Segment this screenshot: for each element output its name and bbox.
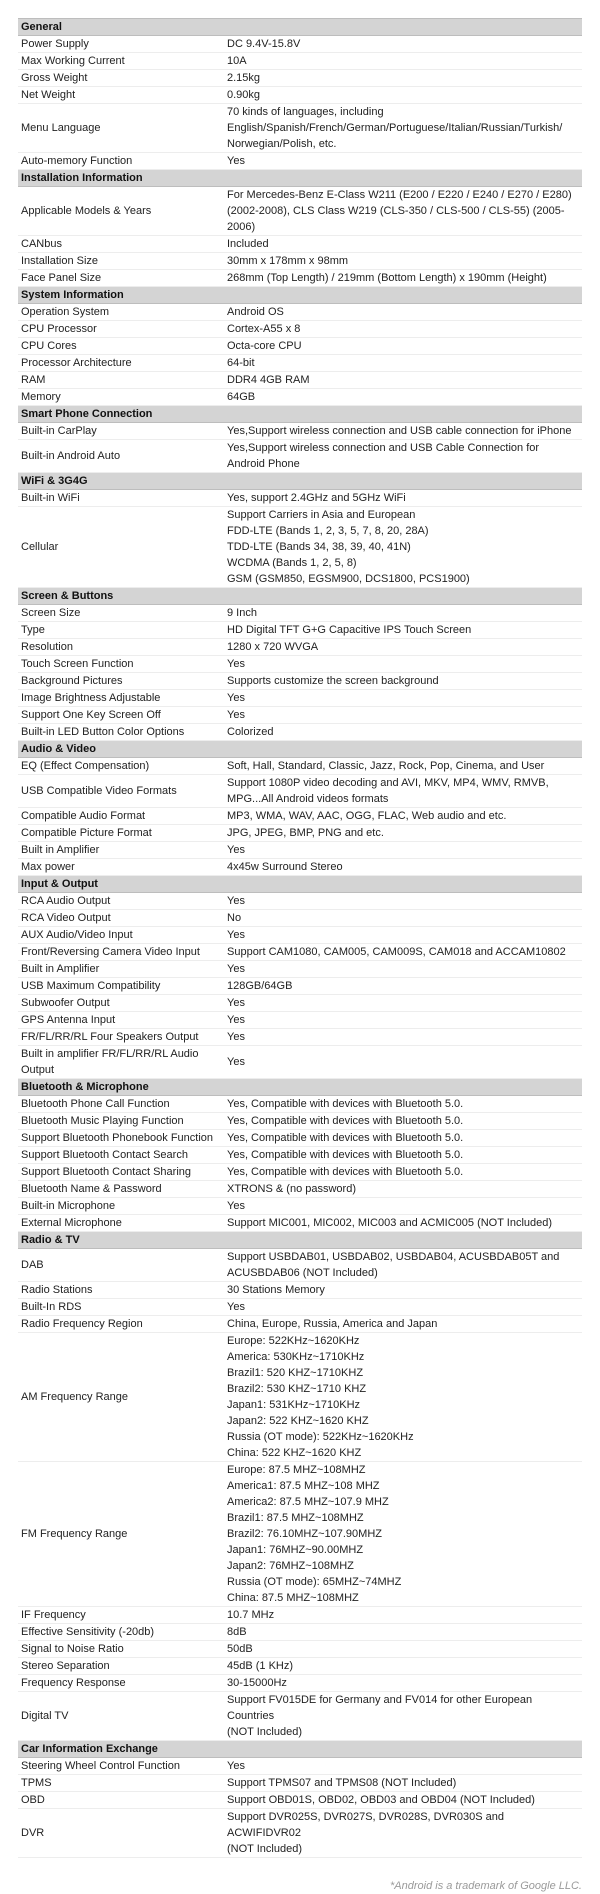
spec-label: Bluetooth Music Playing Function [18,1113,224,1130]
section-header-system-information [18,287,582,304]
spec-value: Soft, Hall, Standard, Classic, Jazz, Rock, Pop, Cinema, and User [224,758,582,775]
spec-value: Support MIC001, MIC002, MIC003 and ACMIC005 (NOT Included) [224,1215,582,1232]
spec-row [18,910,582,927]
spec-row [18,53,582,70]
spec-row [18,153,582,170]
spec-label: Front/Reversing Camera Video Input [18,944,224,961]
spec-label: Compatible Audio Format [18,808,224,825]
section-title: Audio & Video [18,741,582,758]
spec-value: No [224,910,582,927]
spec-label: OBD [18,1792,224,1809]
spec-row [18,656,582,673]
spec-label: RAM [18,372,224,389]
spec-value: 8dB [224,1624,582,1641]
spec-value: 30mm x 178mm x 98mm [224,253,582,270]
spec-value: 70 kinds of languages, including English/Spanish/French/German/Portuguese/Italian/Russian/Turkish/ Norwegian/Polish, etc. [224,104,582,153]
spec-value: 10A [224,53,582,70]
spec-label: Gross Weight [18,70,224,87]
spec-row [18,995,582,1012]
spec-value: Yes [224,1012,582,1029]
spec-row [18,1792,582,1809]
spec-value: Yes, Compatible with devices with Bluetooth 5.0. [224,1130,582,1147]
spec-label: AUX Audio/Video Input [18,927,224,944]
spec-row [18,808,582,825]
section-title: Screen & Buttons [18,588,582,605]
spec-row [18,270,582,287]
spec-value: 4x45w Surround Stereo [224,859,582,876]
spec-value: For Mercedes-Benz E-Class W211 (E200 / E220 / E240 / E270 / E280) (2002-2008), CLS Class W219 (CLS-350 / CLS-500 / CLS-55) (2005-2006) [224,187,582,236]
spec-row [18,389,582,406]
spec-row [18,1624,582,1641]
spec-value: Yes, Compatible with devices with Bluetooth 5.0. [224,1113,582,1130]
spec-row [18,961,582,978]
spec-label: Support Bluetooth Contact Sharing [18,1164,224,1181]
spec-label: External Microphone [18,1215,224,1232]
spec-row [18,1096,582,1113]
section-header-installation-information [18,170,582,187]
spec-row [18,1758,582,1775]
spec-row [18,338,582,355]
spec-label: Radio Frequency Region [18,1316,224,1333]
spec-row [18,1198,582,1215]
spec-row [18,187,582,236]
spec-label: Built in Amplifier [18,961,224,978]
spec-row [18,605,582,622]
spec-row [18,1215,582,1232]
section-title: Installation Information [18,170,582,187]
spec-label: Subwoofer Output [18,995,224,1012]
spec-row [18,507,582,588]
spec-row [18,1462,582,1607]
spec-label: Radio Stations [18,1282,224,1299]
spec-value: Colorized [224,724,582,741]
spec-label: USB Maximum Compatibility [18,978,224,995]
spec-value: Yes, Compatible with devices with Bluetooth 5.0. [224,1147,582,1164]
spec-row [18,304,582,321]
spec-value: Europe: 87.5 MHZ~108MHZ America1: 87.5 MHZ~108 MHZ America2: 87.5 MHZ~107.9 MHZ Brazil1: 87.5 MHZ~108MHZ Brazil2: 76.10MHZ~107.90MHZ Japan1: 76MHZ~90.00MHZ Japan2: 76MHZ~108MHZ Russia (OT mode): 65MHZ~74MHZ China: 87.5 MHZ~108MHZ [224,1462,582,1607]
spec-row [18,1046,582,1079]
spec-label: Memory [18,389,224,406]
spec-value: Support TPMS07 and TPMS08 (NOT Included) [224,1775,582,1792]
spec-value: 9 Inch [224,605,582,622]
spec-label: Touch Screen Function [18,656,224,673]
spec-row [18,36,582,53]
spec-value: Cortex-A55 x 8 [224,321,582,338]
section-header-audio-video [18,741,582,758]
section-title: System Information [18,287,582,304]
spec-label: Type [18,622,224,639]
spec-row [18,724,582,741]
spec-value: Yes [224,707,582,724]
spec-row [18,1029,582,1046]
spec-value: 30 Stations Memory [224,1282,582,1299]
spec-label: Built-in Android Auto [18,440,224,473]
spec-label: Signal to Noise Ratio [18,1641,224,1658]
spec-table [18,18,582,1858]
spec-label: FR/FL/RR/RL Four Speakers Output [18,1029,224,1046]
section-title: WiFi & 3G4G [18,473,582,490]
spec-label: Bluetooth Name & Password [18,1181,224,1198]
spec-table-body [18,19,582,1858]
spec-label: Image Brightness Adjustable [18,690,224,707]
spec-label: Auto-memory Function [18,153,224,170]
spec-row [18,440,582,473]
spec-value: Yes [224,927,582,944]
spec-label: Steering Wheel Control Function [18,1758,224,1775]
spec-row [18,893,582,910]
spec-row [18,1607,582,1624]
section-title: Input & Output [18,876,582,893]
spec-value: MP3, WMA, WAV, AAC, OGG, FLAC, Web audio and etc. [224,808,582,825]
section-header-input-output [18,876,582,893]
spec-label: Digital TV [18,1692,224,1741]
spec-label: Built-in LED Button Color Options [18,724,224,741]
spec-label: Frequency Response [18,1675,224,1692]
spec-row [18,1164,582,1181]
spec-row [18,758,582,775]
section-header-car-information-exchange [18,1741,582,1758]
spec-label: RCA Video Output [18,910,224,927]
spec-row [18,1282,582,1299]
spec-label: Operation System [18,304,224,321]
spec-row [18,355,582,372]
spec-row [18,372,582,389]
spec-value: Support Carriers in Asia and European FDD-LTE (Bands 1, 2, 3, 5, 7, 8, 20, 28A) TDD-LTE (Bands 34, 38, 39, 40, 41N) WCDMA (Bands 1, 2, 5, 8) GSM (GSM850, EGSM900, DCS1800, PCS1900) [224,507,582,588]
spec-label: Max Working Current [18,53,224,70]
spec-row [18,639,582,656]
spec-value: Yes, Compatible with devices with Bluetooth 5.0. [224,1096,582,1113]
spec-label: Effective Sensitivity (-20db) [18,1624,224,1641]
spec-row [18,1692,582,1741]
spec-label: Built-in CarPlay [18,423,224,440]
spec-value: 268mm (Top Length) / 219mm (Bottom Length) x 190mm (Height) [224,270,582,287]
section-header-general [18,19,582,36]
spec-label: EQ (Effect Compensation) [18,758,224,775]
spec-row [18,236,582,253]
spec-label: Applicable Models & Years [18,187,224,236]
spec-label: Max power [18,859,224,876]
section-header-radio-tv [18,1232,582,1249]
spec-label: Screen Size [18,605,224,622]
spec-label: CPU Cores [18,338,224,355]
spec-row [18,1333,582,1462]
spec-row [18,1775,582,1792]
spec-row [18,253,582,270]
section-header-wifi-3g4g [18,473,582,490]
spec-row [18,944,582,961]
spec-value: Yes [224,1299,582,1316]
spec-label: RCA Audio Output [18,893,224,910]
spec-row [18,1641,582,1658]
spec-value: Yes [224,1029,582,1046]
section-title: Bluetooth & Microphone [18,1079,582,1096]
spec-row [18,1249,582,1282]
spec-row [18,673,582,690]
section-title: Smart Phone Connection [18,406,582,423]
section-title: General [18,19,582,36]
spec-row [18,825,582,842]
spec-value: 1280 x 720 WVGA [224,639,582,656]
spec-label: Menu Language [18,104,224,153]
trademark-footnote: *Android is a trademark of Google LLC. [390,1880,582,1892]
spec-label: Built-in Microphone [18,1198,224,1215]
spec-value: 45dB (1 KHz) [224,1658,582,1675]
spec-label: Support Bluetooth Phonebook Function [18,1130,224,1147]
spec-value: Yes,Support wireless connection and USB cable connection for iPhone [224,423,582,440]
spec-value: HD Digital TFT G+G Capacitive IPS Touch Screen [224,622,582,639]
spec-value: 50dB [224,1641,582,1658]
spec-value: DDR4 4GB RAM [224,372,582,389]
spec-value: 2.15kg [224,70,582,87]
spec-row [18,842,582,859]
spec-label: Processor Architecture [18,355,224,372]
spec-value: Yes [224,153,582,170]
spec-label: Stereo Separation [18,1658,224,1675]
spec-label: Built in Amplifier [18,842,224,859]
spec-label: CANbus [18,236,224,253]
spec-value: Yes [224,690,582,707]
spec-row [18,690,582,707]
spec-label: Bluetooth Phone Call Function [18,1096,224,1113]
spec-label: Net Weight [18,87,224,104]
spec-value: 64-bit [224,355,582,372]
spec-row [18,859,582,876]
spec-row [18,978,582,995]
spec-value: 10.7 MHz [224,1607,582,1624]
spec-value: Europe: 522KHz~1620KHz America: 530KHz~1710KHz Brazil1: 520 KHZ~1710KHZ Brazil2: 530 KHZ~1710 KHZ Japan1: 531KHz~1710KHz Japan2: 522 KHZ~1620 KHZ Russia (OT mode): 522KHz~1620KHz China: 522 KHZ~1620 KHZ [224,1333,582,1462]
spec-row [18,707,582,724]
spec-value: Yes [224,656,582,673]
spec-label: Built in amplifier FR/FL/RR/RL Audio Output [18,1046,224,1079]
spec-label: CPU Processor [18,321,224,338]
spec-value: Yes, support 2.4GHz and 5GHz WiFi [224,490,582,507]
spec-row [18,1147,582,1164]
spec-value: Support FV015DE for Germany and FV014 for other European Countries (NOT Included) [224,1692,582,1741]
spec-value: 30-15000Hz [224,1675,582,1692]
spec-value: XTRONS & (no password) [224,1181,582,1198]
spec-row [18,321,582,338]
spec-row [18,423,582,440]
spec-row [18,1012,582,1029]
spec-value: Yes,Support wireless connection and USB Cable Connection for Android Phone [224,440,582,473]
spec-value: Android OS [224,304,582,321]
spec-row [18,775,582,808]
spec-label: Support One Key Screen Off [18,707,224,724]
spec-value: Yes [224,893,582,910]
spec-value: Support OBD01S, OBD02, OBD03 and OBD04 (NOT Included) [224,1792,582,1809]
spec-row [18,104,582,153]
spec-row [18,87,582,104]
spec-row [18,1316,582,1333]
spec-label: AM Frequency Range [18,1333,224,1462]
spec-label: Resolution [18,639,224,656]
spec-value: 0.90kg [224,87,582,104]
spec-label: FM Frequency Range [18,1462,224,1607]
spec-label: Cellular [18,507,224,588]
spec-value: Support USBDAB01, USBDAB02, USBDAB04, ACUSBDAB05T and ACUSBDAB06 (NOT Included) [224,1249,582,1282]
section-header-screen-buttons [18,588,582,605]
spec-row [18,1181,582,1198]
spec-value: China, Europe, Russia, America and Japan [224,1316,582,1333]
section-header-smart-phone-connection [18,406,582,423]
spec-value: Included [224,236,582,253]
spec-value: 64GB [224,389,582,406]
spec-label: Built-In RDS [18,1299,224,1316]
spec-value: Yes [224,842,582,859]
spec-value: JPG, JPEG, BMP, PNG and etc. [224,825,582,842]
spec-label: Built-in WiFi [18,490,224,507]
spec-value: Support DVR025S, DVR027S, DVR028S, DVR030S and ACWIFIDVR02 (NOT Included) [224,1809,582,1858]
spec-row [18,1130,582,1147]
spec-value: Yes [224,995,582,1012]
spec-label: Background Pictures [18,673,224,690]
spec-value: Yes [224,1198,582,1215]
spec-label: Installation Size [18,253,224,270]
spec-label: Power Supply [18,36,224,53]
spec-value: DC 9.4V-15.8V [224,36,582,53]
spec-value: Yes, Compatible with devices with Bluetooth 5.0. [224,1164,582,1181]
spec-label: Support Bluetooth Contact Search [18,1147,224,1164]
spec-label: DVR [18,1809,224,1858]
spec-row [18,1675,582,1692]
spec-label: Face Panel Size [18,270,224,287]
spec-row [18,1299,582,1316]
spec-row [18,622,582,639]
spec-label: IF Frequency [18,1607,224,1624]
spec-row [18,1113,582,1130]
spec-value: Yes [224,1046,582,1079]
spec-value: Support 1080P video decoding and AVI, MKV, MP4, WMV, RMVB, MPG...All Android videos formats [224,775,582,808]
spec-row [18,490,582,507]
section-title: Car Information Exchange [18,1741,582,1758]
spec-label: DAB [18,1249,224,1282]
section-header-bluetooth-microphone [18,1079,582,1096]
spec-value: 128GB/64GB [224,978,582,995]
spec-value: Support CAM1080, CAM005, CAM009S, CAM018 and ACCAM10802 [224,944,582,961]
spec-value: Octa-core CPU [224,338,582,355]
section-title: Radio & TV [18,1232,582,1249]
spec-row [18,1809,582,1858]
spec-row [18,1658,582,1675]
spec-label: USB Compatible Video Formats [18,775,224,808]
spec-value: Yes [224,961,582,978]
spec-row [18,70,582,87]
spec-label: GPS Antenna Input [18,1012,224,1029]
spec-label: TPMS [18,1775,224,1792]
spec-value: Yes [224,1758,582,1775]
spec-row [18,927,582,944]
spec-label: Compatible Picture Format [18,825,224,842]
spec-value: Supports customize the screen background [224,673,582,690]
